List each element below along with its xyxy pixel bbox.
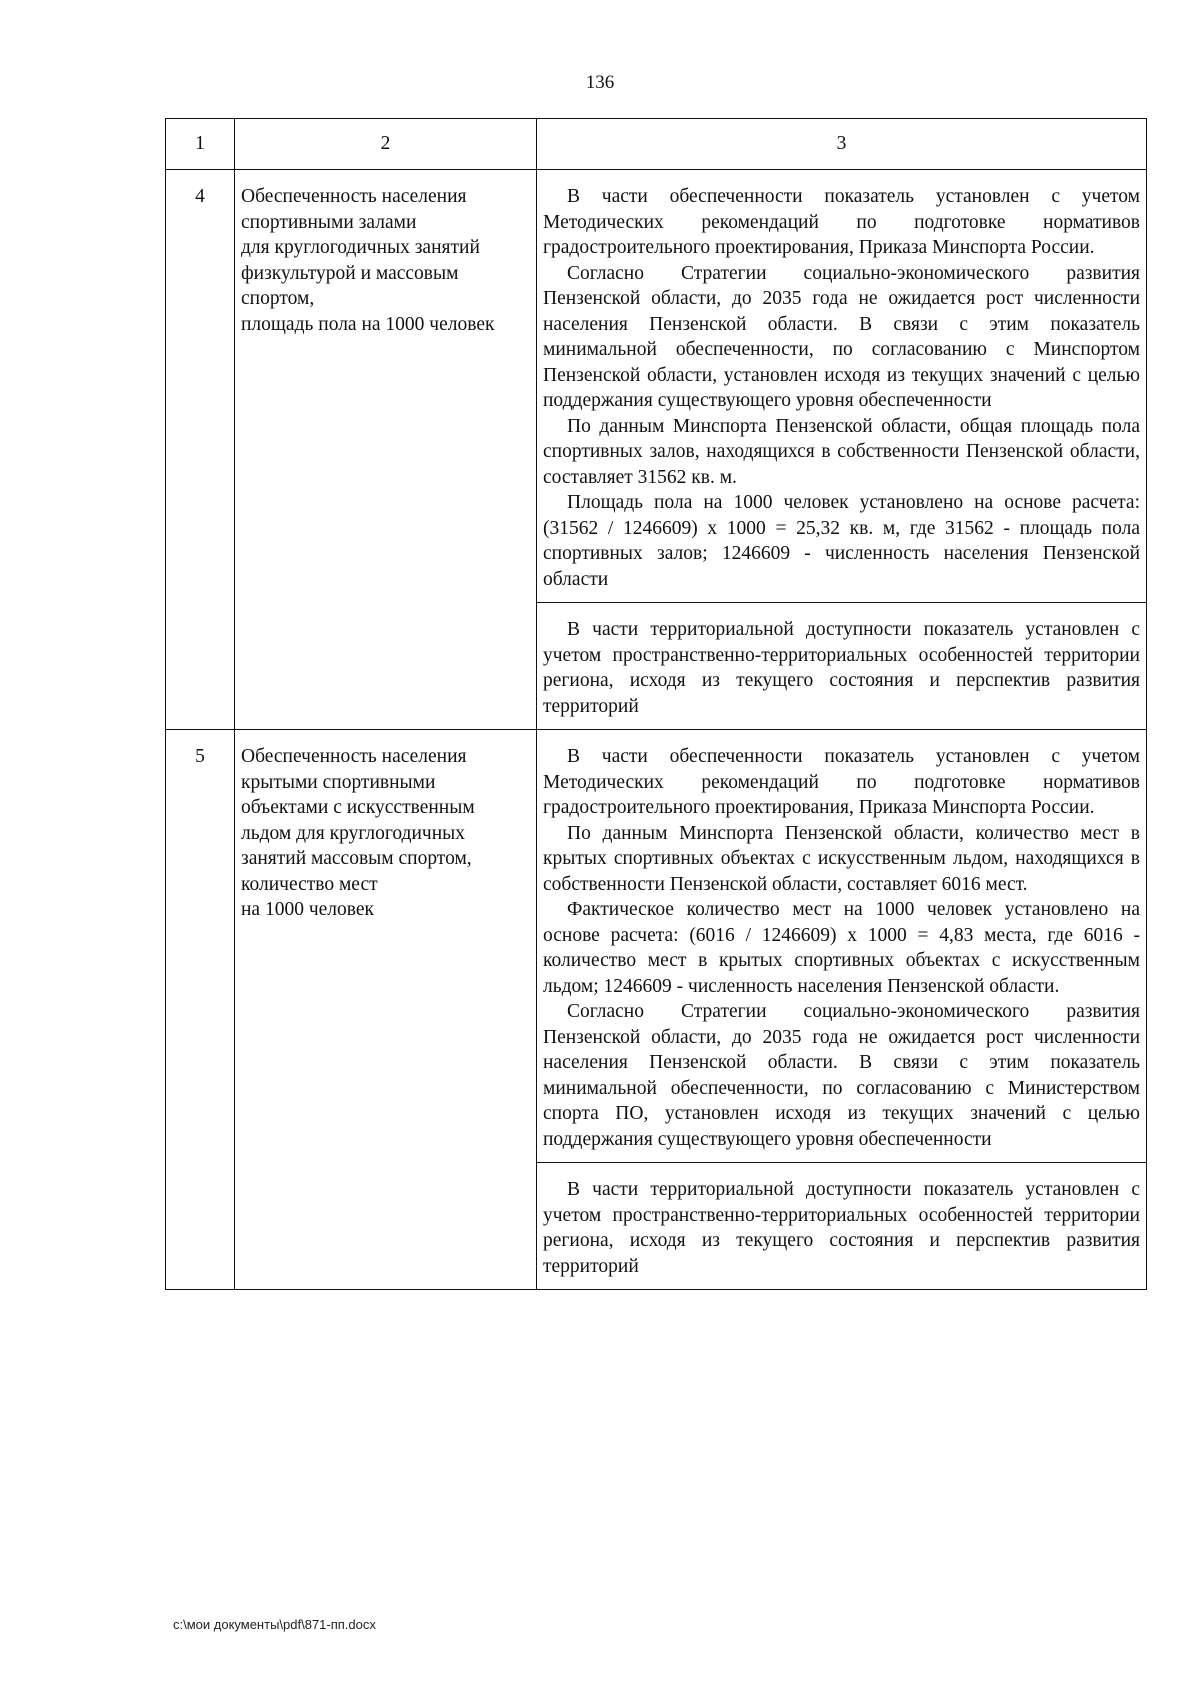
indicator-name-line: льдом для круглогодичных — [241, 822, 465, 844]
justification-accessibility — [537, 603, 1147, 730]
indicator-table — [165, 118, 1147, 1290]
indicator-name-line: физкультурой и массовым — [241, 262, 459, 284]
paragraph: По данным Минспорта Пензенской области, общая площадь пола спортивных залов, находящихся в собственности Пензенской области, составляет 31562 кв. м. — [543, 415, 1140, 488]
column-header-3: 3 — [537, 119, 1147, 170]
paragraph: В части обеспеченности показатель установлен с учетом Методических рекомендаций по подготовке нормативов градостроительного проектирования, Приказа Минспорта России. — [543, 746, 1140, 818]
justification-provision — [537, 730, 1147, 1163]
paragraph: Согласно Стратегии социально-экономического развития Пензенской области, до 2035 года не ожидается рост численности населения Пензенской области. В связи с этим показатель минимальной обеспеченности, по согласованию с Министерством спорта ПО, установлен исходя из текущих значений с целью поддержания существующего уровня обеспеченности — [543, 1001, 1140, 1150]
indicator-name-line: для круглогодичных занятий — [241, 237, 480, 258]
column-header-2: 2 — [235, 119, 537, 170]
row-number: 4 — [166, 170, 235, 730]
footer-file-path: c:\мои документы\pdf\871-пп.docx — [173, 1617, 376, 1632]
table-row — [166, 730, 1147, 1163]
table-row — [166, 170, 1147, 603]
indicator-name-line: на 1000 человек — [241, 899, 375, 920]
indicator-name-line: спортивными залами — [241, 211, 417, 233]
paragraph: Фактическое количество мест на 1000 человек установлено на основе расчета: (6016 / 1246609) x 1000 = 4,83 места, где 6016 - количество мест в крытых спортивных объектах с искусственным льдом; 1246609 - численность населения Пензенской области. — [543, 899, 1140, 997]
indicator-name-line: объектами с искусственным — [241, 797, 475, 818]
indicator-name-line: площадь пола на 1000 человек — [241, 313, 495, 335]
column-header-1: 1 — [166, 119, 235, 170]
paragraph: Согласно Стратегии социально-экономического развития Пензенской области, до 2035 года не ожидается рост численности населения Пензенской области. В связи с этим показатель минимальной обеспеченности, по согласованию с Минспортом Пензенской области, установлен исходя из текущих значений с целью поддержания существующего уровня обеспеченности — [543, 262, 1140, 411]
paragraph: В части обеспеченности показатель установлен с учетом Методических рекомендаций по подготовке нормативов градостроительного проектирования, Приказа Минспорта России. — [543, 186, 1140, 258]
table-header-row — [166, 119, 1147, 170]
indicator-name — [235, 730, 537, 1290]
indicator-name — [235, 170, 537, 730]
justification-accessibility — [537, 1163, 1147, 1290]
indicator-name-line: спортом, — [241, 288, 315, 309]
page-number: 136 — [585, 72, 615, 93]
justification-provision — [537, 170, 1147, 603]
paragraph: Площадь пола на 1000 человек установлено на основе расчета: (31562 / 1246609) x 1000 = 25,32 кв. м, где 31562 - площадь пола спортивных залов; 1246609 - численность населения Пензенской области — [543, 492, 1140, 590]
indicator-name-line: занятий массовым спортом, — [241, 848, 472, 869]
row-number: 5 — [166, 730, 235, 1290]
indicator-name-line: Обеспеченность населения — [241, 186, 467, 207]
indicator-name-line: Обеспеченность населения — [241, 746, 467, 767]
paragraph: В части территориальной доступности показатель установлен с учетом пространственно-территориальных особенностей территории региона, исходя из текущего состояния и перспектив развития территорий — [543, 1179, 1140, 1277]
paragraph: По данным Минспорта Пензенской области, количество мест в крытых спортивных объектах с искусственным льдом, находящихся в собственности Пензенской области, составляет 6016 мест. — [543, 822, 1140, 895]
indicator-name-line: количество мест — [241, 873, 378, 895]
indicator-name-line: крытыми спортивными — [241, 771, 436, 793]
paragraph: В части территориальной доступности показатель установлен с учетом пространственно-территориальных особенностей территории региона, исходя из текущего состояния и перспектив развития территорий — [543, 619, 1140, 717]
